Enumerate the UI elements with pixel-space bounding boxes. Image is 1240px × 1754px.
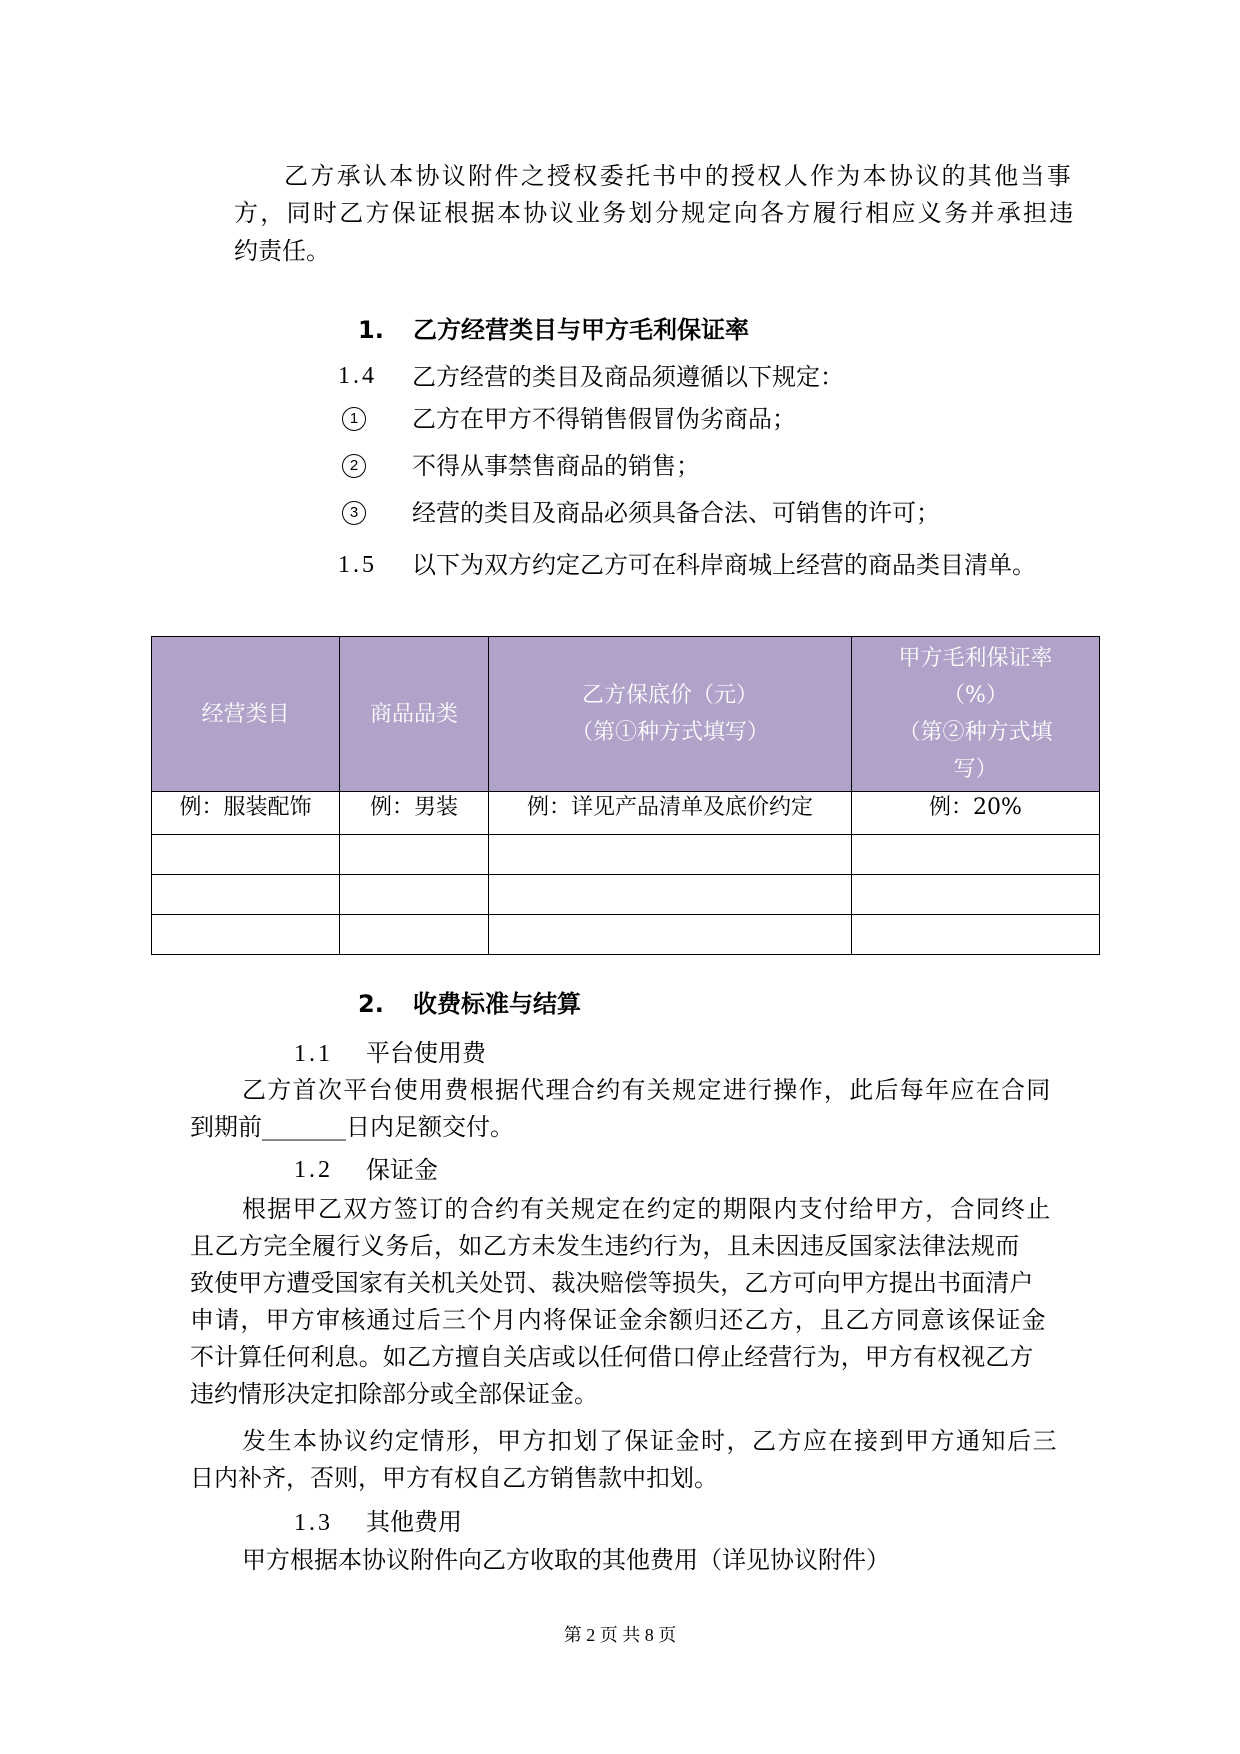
intro-line-1: 乙方承认本协议附件之授权委托书中的授权人作为本协议的其他当事 <box>284 162 1073 190</box>
item-1-2-number: 1.2 <box>294 1157 333 1183</box>
deduct-line-2: 日内补齐，否则，甲方有权自乙方销售款中扣划。 <box>190 1464 718 1492</box>
table-header-row <box>152 637 1100 792</box>
table-row <box>152 792 1100 835</box>
table-cell[interactable] <box>340 835 489 875</box>
fee-line-1: 乙方首次平台使用费根据代理合约有关规定进行操作，此后每年应在合同 <box>242 1076 1052 1104</box>
table-cell[interactable] <box>852 875 1100 915</box>
table-cell[interactable]: 例：服装配饰 <box>152 792 340 835</box>
table-cell[interactable] <box>489 835 852 875</box>
table-cell[interactable] <box>489 875 852 915</box>
header-product-type: 商品品类 <box>340 637 489 792</box>
item-1-4-text: 乙方经营的类目及商品须遵循以下规定： <box>412 363 844 391</box>
section-1-title: 乙方经营类目与甲方毛利保证率 <box>413 316 749 344</box>
intro-line-2: 方，同时乙方保证根据本协议业务划分规定向各方履行相应义务并承担违 <box>234 199 1076 227</box>
table-cell[interactable] <box>852 835 1100 875</box>
deposit-line-5: 不计算任何利息。如乙方擅自关店或以任何借口停止经营行为，甲方有权视乙方 <box>190 1343 1034 1371</box>
intro-line-3: 约责任。 <box>234 237 330 265</box>
other-fee-line: 甲方根据本协议附件向乙方收取的其他费用（详见协议附件） <box>242 1546 890 1574</box>
item-1-3-title: 其他费用 <box>366 1508 462 1536</box>
deposit-line-6: 违约情形决定扣除部分或全部保证金。 <box>190 1380 598 1408</box>
table-cell[interactable]: 例：20% <box>852 792 1100 835</box>
table-cell[interactable] <box>340 915 489 955</box>
section-1-number: 1. <box>358 316 384 344</box>
item-1-5-number: 1.5 <box>338 552 377 578</box>
deduct-line-1: 发生本协议约定情形，甲方扣划了保证金时，乙方应在接到甲方通知后三 <box>242 1427 1058 1455</box>
rule-3-marker: 3 <box>342 501 366 525</box>
item-1-3-number: 1.3 <box>294 1510 333 1536</box>
table-row <box>152 835 1100 875</box>
item-1-5-text: 以下为双方约定乙方可在科岸商城上经营的商品类目清单。 <box>412 551 1036 579</box>
category-table <box>151 636 1100 955</box>
deposit-line-1: 根据甲乙双方签订的合约有关规定在约定的期限内支付给甲方，合同终止 <box>242 1195 1052 1223</box>
table-row <box>152 875 1100 915</box>
item-1-1-number: 1.1 <box>294 1041 333 1067</box>
table-cell[interactable] <box>852 915 1100 955</box>
table-cell[interactable] <box>152 835 340 875</box>
rule-2-text: 不得从事禁售商品的销售； <box>412 452 700 480</box>
deposit-line-4: 申请，甲方审核通过后三个月内将保证金余额归还乙方，且乙方同意该保证金 <box>190 1306 1047 1334</box>
table-cell[interactable] <box>152 915 340 955</box>
table-cell[interactable] <box>340 875 489 915</box>
rule-1-marker: 1 <box>342 407 366 431</box>
table-cell[interactable] <box>489 915 852 955</box>
header-margin-rate: 甲方毛利保证率 （%） （第②种方式填 写） <box>852 637 1100 792</box>
header-category: 经营类目 <box>152 637 340 792</box>
page-footer: 第 2 页 共 8 页 <box>563 1625 677 1645</box>
rule-1-text: 乙方在甲方不得销售假冒伪劣商品； <box>412 405 796 433</box>
item-1-2-title: 保证金 <box>366 1156 438 1184</box>
fee-line-2: 到期前_______日内足额交付。 <box>190 1113 514 1141</box>
section-2-number: 2. <box>358 990 384 1018</box>
item-1-1-title: 平台使用费 <box>366 1039 486 1067</box>
table-row <box>152 915 1100 955</box>
table-cell[interactable]: 例：男装 <box>340 792 489 835</box>
table-cell[interactable] <box>152 875 340 915</box>
table-cell[interactable]: 例：详见产品清单及底价约定 <box>489 792 852 835</box>
deposit-line-3: 致使甲方遭受国家有关机关处罚、裁决赔偿等损失，乙方可向甲方提出书面清户 <box>190 1269 1034 1297</box>
item-1-4-number: 1.4 <box>338 363 377 389</box>
rule-2-marker: 2 <box>342 454 366 478</box>
rule-3-text: 经营的类目及商品必须具备合法、可销售的许可； <box>412 499 940 527</box>
header-floor-price: 乙方保底价（元） （第①种方式填写） <box>489 637 852 792</box>
deposit-line-2: 且乙方完全履行义务后，如乙方未发生违约行为，且未因违反国家法律法规而 <box>190 1232 1020 1260</box>
section-2-title: 收费标准与结算 <box>413 990 581 1018</box>
